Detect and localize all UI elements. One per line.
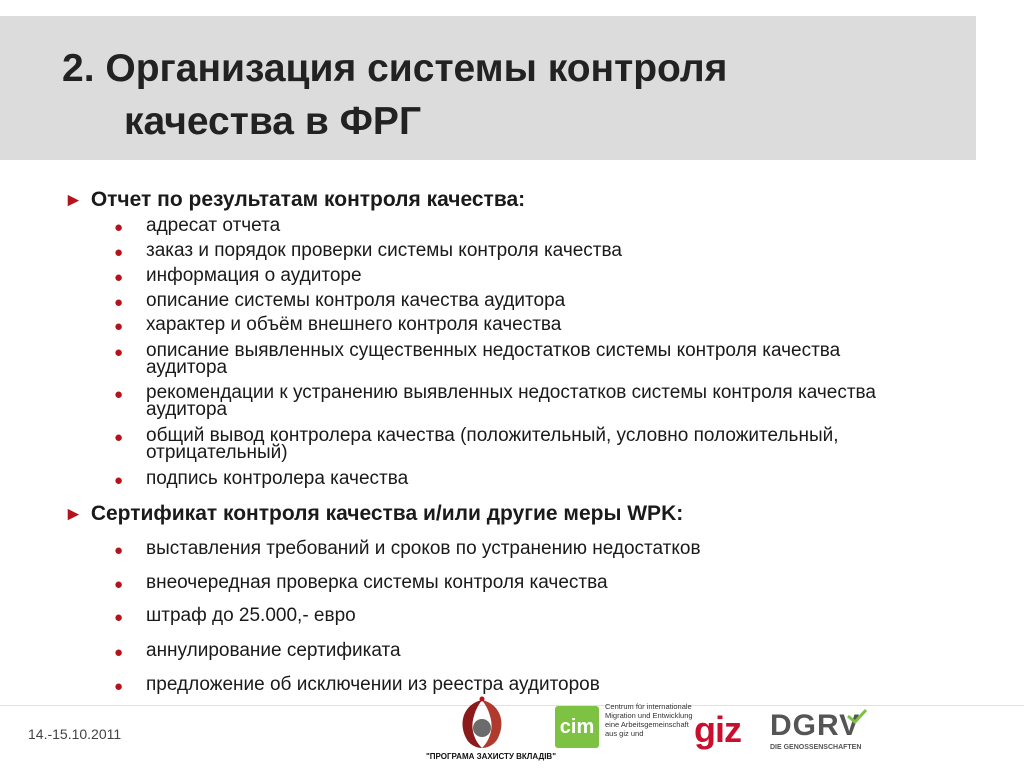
- bullet-icon: ●: [114, 472, 124, 489]
- section-heading-text: Сертификат контроля качества и/или другие меры WPK:: [90, 502, 684, 525]
- bullet-icon: ●: [114, 269, 124, 286]
- section-heading-report: [64, 188, 525, 212]
- deposit-program-logo-icon: [452, 694, 512, 752]
- deposit-program-caption: "ПРОГРАМА ЗАХИСТУ ВКЛАДІВ": [426, 752, 556, 761]
- bullet-icon: ●: [114, 429, 124, 446]
- list-item: ● внеочередная проверка системы контроля качества: [114, 572, 934, 594]
- cim-logo-text: Centrum für internationale Migration und Entwicklung eine Arbeitsgemeinschaft aus giz und: [605, 702, 693, 738]
- list-item: ● аннулирование сертификата: [114, 640, 934, 662]
- section-heading-text: Отчет по результатам контроля качества:: [90, 188, 526, 211]
- list-item: ● штраф до 25.000,- евро: [114, 605, 934, 627]
- slide-title-line2: качества в ФРГ: [124, 100, 422, 143]
- slide-title: 2. Организация системы контроля: [62, 47, 728, 90]
- cim-logo-icon: cim: [555, 706, 599, 748]
- bullet-icon: ●: [114, 344, 124, 361]
- bullet-icon: ●: [114, 219, 124, 236]
- list-item: ● характер и объём внешнего контроля качества: [114, 314, 562, 335]
- giz-logo: giz: [694, 709, 741, 750]
- bullet-icon: ●: [114, 644, 124, 661]
- footer-date: 14.-15.10.2011: [28, 726, 122, 742]
- list-item: ● описание системы контроля качества аудитора: [114, 290, 566, 311]
- bullet-icon: ●: [114, 244, 124, 261]
- list-item: ● заказ и порядок проверки системы контроля качества: [114, 240, 622, 261]
- list-item: ● рекомендации к устранению выявленных недостатков системы контроля качества аудитора: [114, 382, 876, 420]
- bullet-icon: ●: [114, 386, 124, 403]
- bullet-icon: ●: [114, 678, 124, 695]
- bullet-icon: ●: [114, 609, 124, 626]
- bullet-icon: ●: [114, 576, 124, 593]
- list-item: ● описание выявленных существенных недостатков системы контроля качества аудитора: [114, 340, 841, 378]
- list-item: ● выставления требований и сроков по устранению недостатков: [114, 538, 934, 560]
- list-item: ● общий вывод контролера качества (положительный, условно положительный, отрицательный): [114, 425, 839, 463]
- section-heading-certificate: [64, 502, 683, 526]
- dgrv-subtitle: DIE GENOSSENSCHAFTEN: [770, 744, 862, 751]
- triangle-arrow-icon: ►: [64, 190, 83, 211]
- triangle-arrow-icon: ►: [64, 504, 83, 525]
- bullet-icon: ●: [114, 294, 124, 311]
- list-item: ● предложение об исключении из реестра аудиторов: [114, 674, 934, 696]
- list-item: ● адресат отчета: [114, 215, 281, 236]
- dgrv-logo: DGRV: [770, 709, 861, 742]
- bullet-icon: ●: [114, 542, 124, 559]
- list-item: ● подпись контролера качества: [114, 468, 409, 489]
- bullet-icon: ●: [114, 318, 124, 335]
- dgrv-checkmark-icon: [846, 708, 868, 724]
- list-item: ● информация о аудиторе: [114, 265, 362, 286]
- footer-divider: [0, 705, 1024, 706]
